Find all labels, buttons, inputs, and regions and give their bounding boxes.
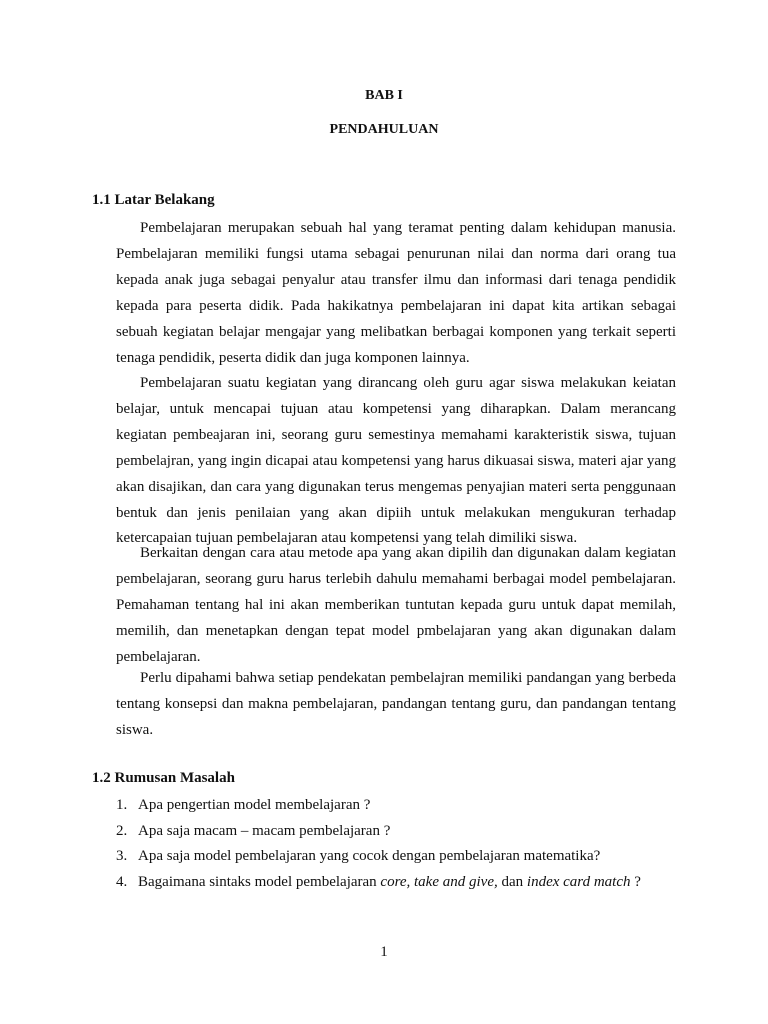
problem-list — [116, 793, 676, 895]
list-item — [116, 819, 676, 845]
list-number: 4. — [116, 873, 128, 890]
list-number: 1. — [116, 797, 128, 813]
list-text: Bagaimana sintaks model pembelajaran — [138, 873, 381, 890]
list-number: 3. — [116, 848, 128, 864]
chapter-label: BAB I — [365, 88, 403, 103]
list-number: 2. — [116, 822, 128, 839]
list-text: Apa saja macam – macam pembelajaran ? — [138, 822, 391, 839]
list-text: ? — [630, 873, 641, 890]
list-text: Apa saja model pembelajaran yang cocok dengan pembelajaran matematika? — [138, 848, 601, 864]
list-term-italic: index card match — [526, 873, 631, 890]
page-number: 1 — [380, 944, 388, 960]
paragraph: Pembelajaran merupakan sebuah hal yang teramat penting dalam kehidupan manusia. Pembelajaran memiliki fungsi utama sebagai penurunan nilai dan norma dari orang tua kepada anak juga sebagai penyalur atau transfer ilmu dan informasi dari tenaga pendidik kepada para peserta didik. Pada hakikatnya pembelajaran ini dapat kita artikan sebagai sebuah kegiatan belajar mengajar yang melibatkan berbagai komponen yang terkait seperti tenaga pendidik, peserta didik dan juga komponen lainnya. — [116, 220, 676, 366]
section-heading-latar-belakang: 1.1 Latar Belakang — [92, 192, 215, 208]
paragraph: Perlu dipahami bahwa setiap pendekatan pembelajran memiliki pandangan yang berbeda tentang konsepsi dan makna pembelajaran, pandangan tentang guru, dan pandangan tentang siswa. — [116, 670, 676, 738]
list-term-italic: core, take and give, — [380, 873, 498, 890]
list-text: Apa pengertian model membelajaran ? — [138, 797, 371, 813]
paragraph: Pembelajaran suatu kegiatan yang dirancang oleh guru agar siswa melakukan keiatan belajar, untuk mencapai tujuan atau kompetensi yang diharapkan. Dalam merancang kegiatan pembeajaran ini, seorang guru semestinya memahami karakteristik siswa, tujuan pembelajran, yang ingin dicapai atau kompetensi yang harus dikuasai siswa, materi ajar yang akan disajikan, dan cara yang digunakan terus mengemas penyajian materi serta penggunaan bentuk dan jenis penilaian yang akan dipiih untuk melakukan mengukuran terhadap ketercapaian tujuan pembelajaran atau kompetensi yang telah dimiliki siswa. — [116, 375, 676, 547]
list-text: dan — [497, 873, 527, 890]
chapter-title: PENDAHULUAN — [329, 122, 439, 137]
list-item — [116, 844, 676, 870]
paragraph: Berkaitan dengan cara atau metode apa yang akan dipilih dan digunakan dalam kegiatan pembelajaran, seorang guru harus terlebih dahulu memahami berbagai model pembelajaran. Pemahaman tentang hal ini akan memberikan tuntutan kepada guru untuk dapat memilah, memilih, dan menetapkan dengan tepat model pmbelajaran yang akan digunakan dalam pembelajaran. — [116, 545, 676, 665]
list-item — [116, 870, 676, 896]
section-heading-rumusan-masalah: 1.2 Rumusan Masalah — [92, 770, 235, 786]
list-item — [116, 793, 676, 819]
